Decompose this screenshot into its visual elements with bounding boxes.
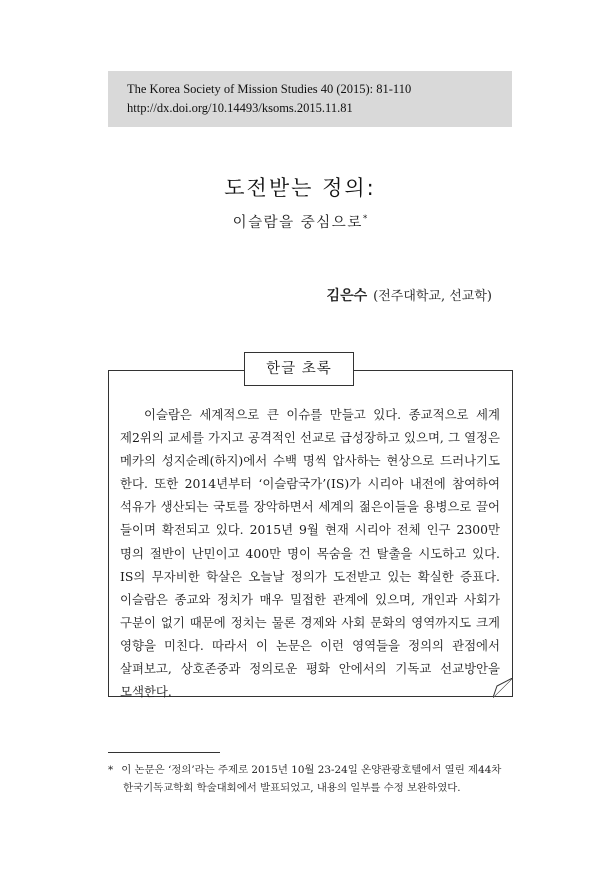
author-name: 김은수 xyxy=(326,288,368,304)
abstract-line: 구분이 없기 때문에 정치는 물론 경제와 사회 문화의 영역까지도 크게 xyxy=(120,614,500,630)
doi-link[interactable]: http://dx.doi.org/10.14493/ksoms.2015.11.81 xyxy=(127,101,353,115)
footnote-divider xyxy=(108,752,220,753)
footnote-star: * xyxy=(108,764,114,776)
subtitle-text: 이슬람을 중심으로 xyxy=(232,215,363,231)
abstract-line: 메카의 성지순례(하지)에서 수백 명씩 압사하는 현상으로 드러나기도 xyxy=(120,453,500,469)
abstract-line: 제2위의 교세를 가지고 공격적인 선교로 급성장하고 있으며, 그 열정은 xyxy=(120,430,500,446)
abstract-line: 석유가 생산되는 국토를 장악하면서 세계의 젊은이들을 용병으로 끌어 xyxy=(120,499,500,515)
journal-citation: The Korea Society of Mission Studies 40 (2015): 81-110 xyxy=(127,82,412,96)
abstract-heading: 한글 초록 xyxy=(244,352,354,386)
abstract-line: IS의 무자비한 학살은 오늘날 정의가 도전받고 있는 확실한 증표다. xyxy=(120,568,500,584)
footnote xyxy=(108,761,508,797)
abstract-body xyxy=(120,403,500,703)
abstract-line: 들이며 확전되고 있다. 2015년 9월 현재 시리아 전체 인구 2300만 xyxy=(120,522,500,538)
abstract-line: 이슬람은 종교와 정치가 매우 밀접한 관계에 있으며, 개인과 사회가 xyxy=(120,591,500,607)
paper-subtitle xyxy=(0,211,600,232)
author-affiliation: (전주대학교, 선교학) xyxy=(373,289,492,304)
footnote-marker: * xyxy=(362,214,368,225)
abstract-line: 살펴보고, 상호존중과 정의로운 평화 안에서의 기독교 선교방안을 xyxy=(120,661,500,677)
footnote-line-2: 한국기독교학회 학술대회에서 발표되었고, 내용의 일부를 수정 보완하였다. xyxy=(123,782,461,794)
footnote-text: 이 논문은 ‘정의’라는 주제로 2015년 10월 23-24일 온양관광호텔에서 열린 제44차 xyxy=(121,764,502,776)
abstract-line: 모색한다. xyxy=(120,684,172,700)
abstract-line: 명의 절반이 난민이고 400만 명이 목숨을 건 탈출을 시도하고 있다. xyxy=(120,545,500,561)
footnote-line xyxy=(108,761,508,779)
abstract-line: 한다. 또한 2014년부터 ‘이슬람국가’(IS)가 시리아 내전에 참여하여 xyxy=(120,476,500,492)
citation-header xyxy=(108,71,512,127)
paper-title: 도전받는 정의: xyxy=(224,176,376,200)
abstract-line: 영향을 미친다. 따라서 이 논문은 이런 영역들을 정의의 관점에서 xyxy=(120,637,500,653)
abstract-line: 이슬람은 세계적으로 큰 이슈를 만들고 있다. 종교적으로 세계 xyxy=(144,407,500,422)
author-line xyxy=(327,285,492,305)
